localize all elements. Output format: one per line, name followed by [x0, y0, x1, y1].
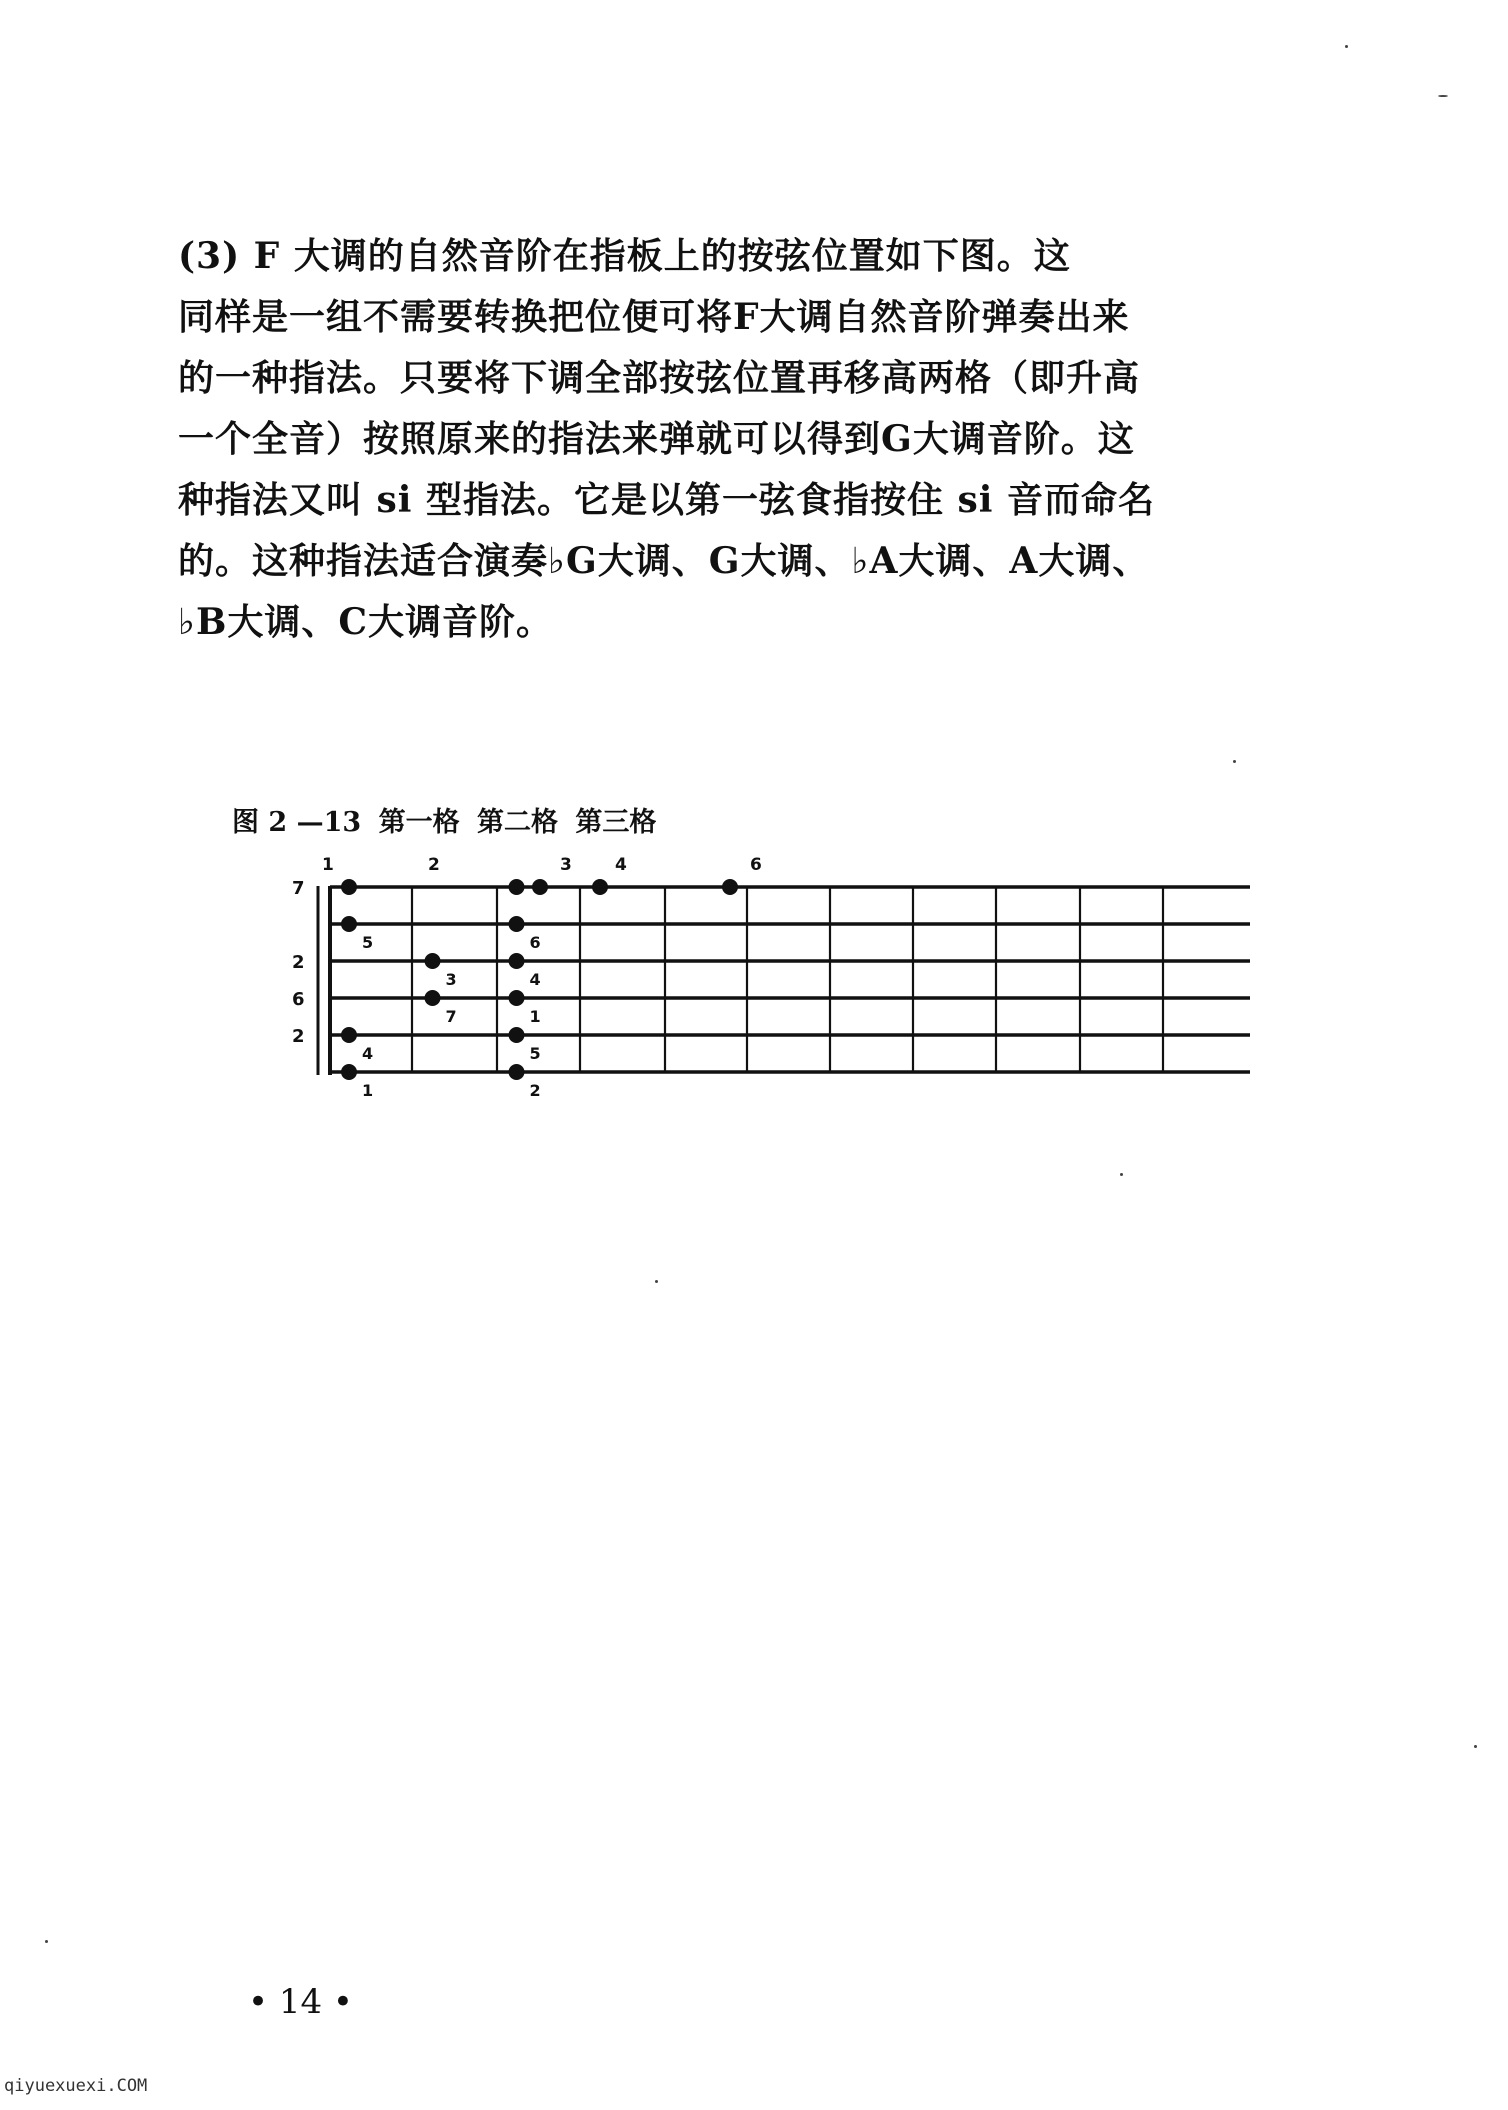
scan-speck [45, 1940, 48, 1943]
note-label: 6 [529, 933, 541, 952]
open-string-label: 2 [292, 1026, 305, 1047]
note-dot [509, 953, 525, 969]
note-dot [509, 990, 525, 1006]
note-dot [425, 953, 441, 969]
note-dot [341, 916, 357, 932]
note-label: 5 [529, 1044, 541, 1063]
note-label: 7 [445, 1007, 457, 1026]
fret-label-1: 第一格 [378, 807, 460, 838]
note-label: 2 [529, 1081, 541, 1100]
body-paragraph [178, 226, 1308, 653]
open-string-label: 2 [292, 952, 305, 973]
paragraph-line: 种指法又叫 si 型指法。它是以第一弦食指按住 si 音而命名 [178, 479, 1156, 521]
paragraph-line: 一个全音）按照原来的指法来弹就可以得到G大调音阶。这 [178, 418, 1135, 460]
paragraph-line: 的一种指法。只要将下调全部按弦位置再移高两格（即升高 [178, 357, 1141, 399]
note-dot [509, 916, 525, 932]
paragraph-line: ♭B大调、C大调音阶。 [178, 601, 554, 643]
finger-number-label: 4 [615, 855, 627, 875]
note-dot [532, 879, 548, 895]
finger-number-label: 3 [560, 855, 572, 875]
note-dot [341, 879, 357, 895]
figure-caption [232, 800, 664, 839]
fretboard-diagram [280, 850, 1260, 1110]
open-string-label: 7 [292, 878, 305, 899]
note-label: 5 [362, 933, 374, 952]
scan-speck [1120, 1173, 1123, 1176]
note-label: 4 [362, 1044, 374, 1063]
note-label: 3 [445, 970, 457, 989]
note-dot [592, 879, 608, 895]
note-label: 1 [362, 1081, 374, 1100]
scan-speck [1233, 760, 1236, 763]
finger-number-label: 2 [428, 855, 440, 875]
note-dot [509, 1064, 525, 1080]
scan-speck [1345, 45, 1348, 48]
note-label: 4 [529, 970, 541, 989]
note-dot [425, 990, 441, 1006]
watermark: qiyuexuexi.COM [4, 2076, 148, 2096]
note-dot [341, 1027, 357, 1043]
note-label: 1 [529, 1007, 541, 1026]
scan-speck [1438, 95, 1448, 97]
note-dot [509, 879, 525, 895]
fretboard-grid [318, 886, 1250, 1075]
note-dot [509, 1027, 525, 1043]
paragraph-line: (3) F 大调的自然音阶在指板上的按弦位置如下图。这 [178, 235, 1071, 277]
paragraph-line: 同样是一组不需要转换把位便可将F大调自然音阶弹奏出来 [178, 296, 1130, 338]
scan-speck [1474, 1745, 1477, 1748]
open-string-label: 6 [292, 989, 305, 1010]
fret-label-3: 第三格 [575, 807, 657, 838]
note-dot [341, 1064, 357, 1080]
fretboard-notes [341, 879, 738, 1100]
figure-label: 图 2 —13 [232, 807, 362, 838]
finger-number-label: 1 [322, 855, 334, 875]
paragraph-line: 的。这种指法适合演奏♭G大调、G大调、♭A大调、A大调、 [178, 540, 1150, 582]
scan-speck [655, 1280, 658, 1283]
note-dot [722, 879, 738, 895]
finger-number-label: 6 [750, 855, 762, 875]
page-number: • 14 • [248, 1982, 353, 2022]
fret-label-2: 第二格 [476, 807, 558, 838]
